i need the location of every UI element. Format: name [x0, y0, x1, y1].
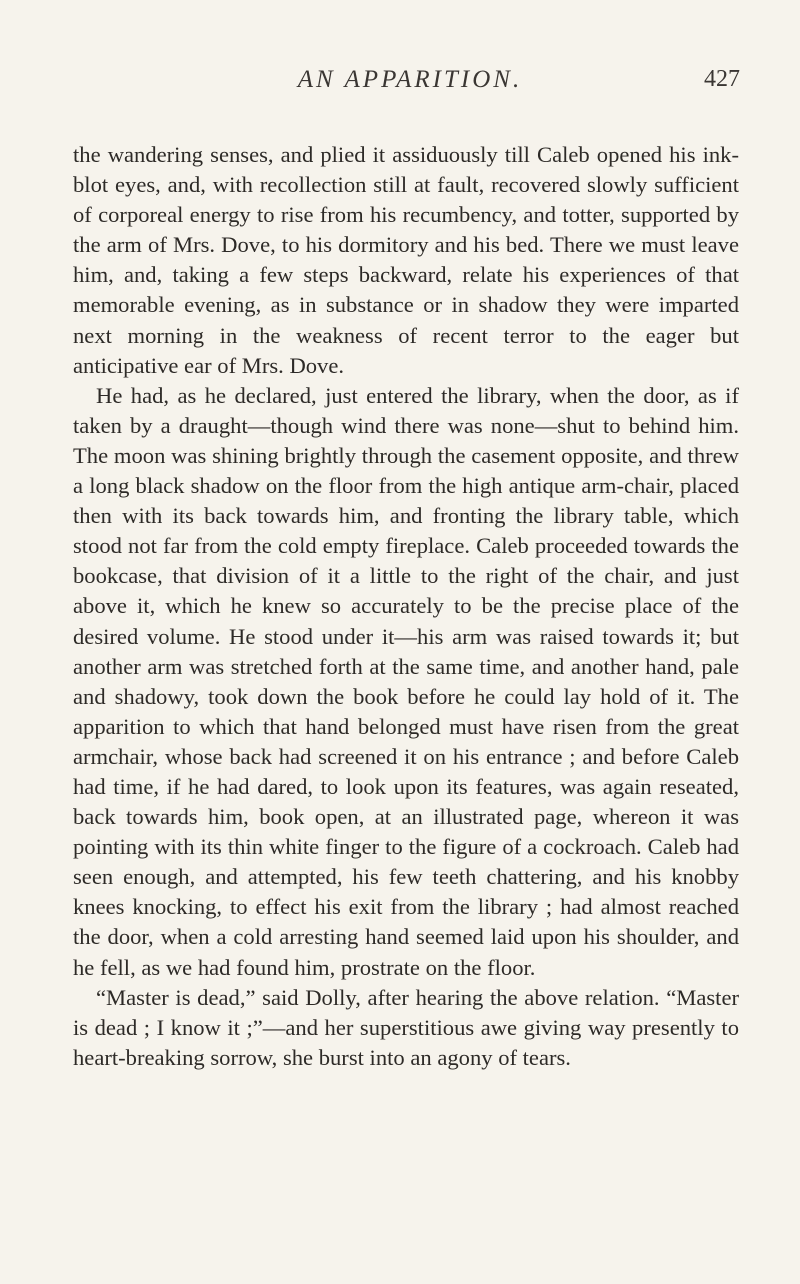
paragraph-3: “Master is dead,” said Dolly, after hearing the above relation. “Master is dead ; I know it ;”—and her superstitious awe giving way presently to heart-breaking sorrow, she burst into an agony of tears. — [73, 984, 739, 1070]
paragraph-2: He had, as he declared, just entered the library, when the door, as if taken by a draught—though wind there was none—shut to behind him. The moon was shining brightly through the casement opposite, and threw a long black shadow on the floor from the high antique arm-chair, placed then with its back towards him, and fronting the library table, which stood not far from the cold empty fireplace. Caleb proceeded towards the bookcase, that division of it a little to the right of the chair, and just above it, which he knew so accurately to be the precise place of the desired volume. He stood under it—his arm was raised towards it; but another arm was stretched forth at the same time, and another hand, pale and shadowy, took down the book before he could lay hold of it. The apparition to which that hand belonged must have risen from the great armchair, whose back had screened it on his entrance ; and before Caleb had time, if he had dared, to look upon its features, was again reseated, back towards him, book open, at an illustrated page, whereon it was pointing with its thin white finger to the figure of a cockroach. Caleb had seen enough, and attempted, his few teeth chattering, and his knobby knees knocking, to effect his exit from the library ; had almost reached the door, when a cold arresting hand seemed laid upon his shoulder, and he fell, as we had found him, prostrate on the floor. — [73, 382, 739, 980]
running-title: AN APPARITION. — [297, 66, 523, 93]
body-text — [73, 140, 739, 1073]
page-number: 427 — [704, 66, 740, 92]
paragraph-1: the wandering senses, and plied it assiduously till Caleb opened his ink-blot eyes, and, with recollection still at fault, recovered slowly sufficient of corporeal energy to rise from his recumbency, and totter, supported by the arm of Mrs. Dove, to his dormitory and his bed. There we must leave him, and, taking a few steps backward, relate his experiences of that memorable evening, as in substance or in shadow they were imparted next morning in the weakness of recent terror to the eager but anticipative ear of Mrs. Dove. — [73, 142, 739, 378]
page-header — [80, 66, 740, 106]
